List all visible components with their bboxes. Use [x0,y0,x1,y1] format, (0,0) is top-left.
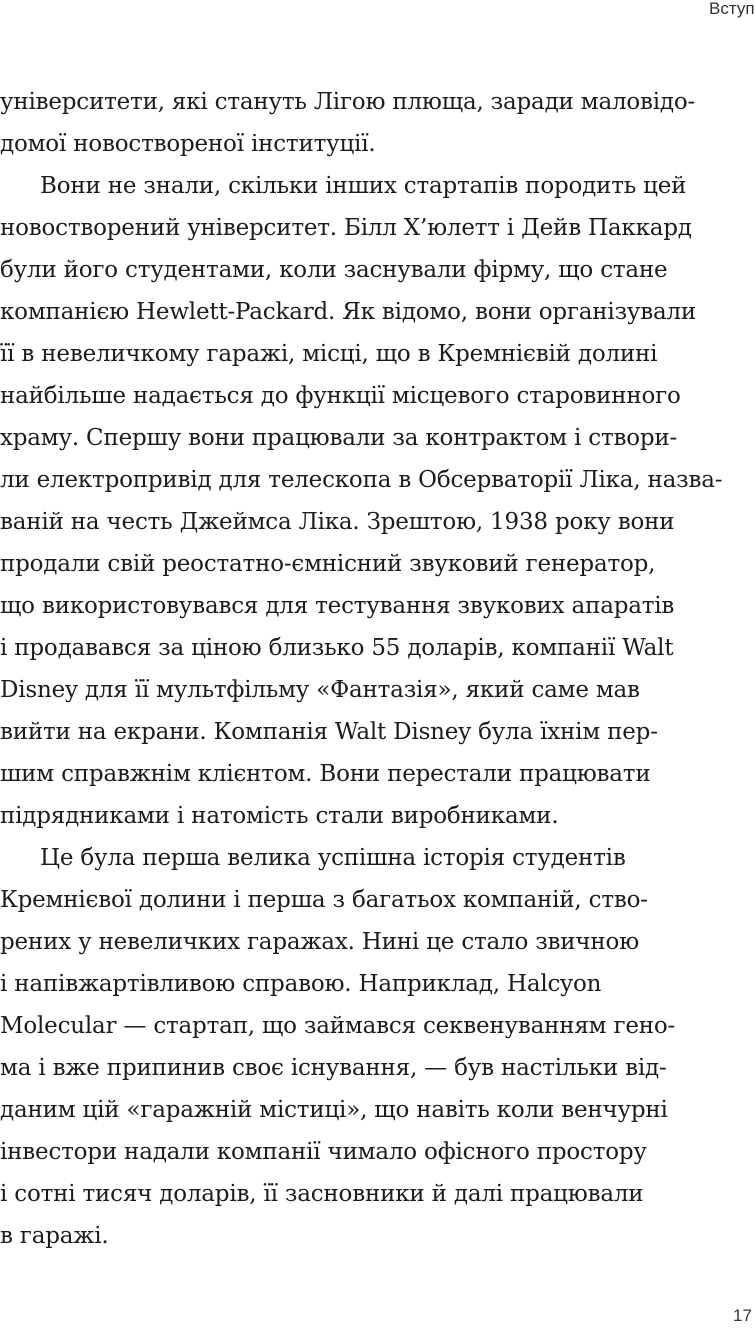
paragraph-first-line: Це була перша велика успішна історія студентів [40,845,626,871]
text-line: підрядниками і натомість стали виробниками. [0,803,559,829]
running-head: Вступ [709,0,755,18]
text-line: компанією Hewlett-Packard. Як відомо, вони організували [0,299,697,325]
text-line: були його студентами, коли заснували фірму, що стане [0,257,668,283]
text-line: і напівжартівливою справою. Наприклад, Halcyon [0,971,602,997]
text-line: домої новоствореної інституції. [0,131,376,157]
text-line: ма і вже припинив своє існування, — був настільки від- [0,1055,667,1081]
paragraph-first-line: Вони не знали, скільки інших стартапів породить цей [40,173,687,199]
text-line: ваній на честь Джеймса Ліка. Зрештою, 1938 року вони [0,509,675,535]
text-line: новостворений університет. Білл Х’юлетт і Дейв Паккард [0,215,692,241]
text-line: ли електропривід для телескопа в Обсерваторії Ліка, назва- [0,467,723,493]
text-line: продали свій реостатно-ємнісний звуковий генератор, [0,551,656,577]
text-line: інвестори надали компанії чимало офісного простору [0,1139,647,1165]
text-line: університети, які стануть Лігою плюща, заради маловідо- [0,89,696,115]
text-line: даним цій «гаражній містиці», що навіть коли венчурні [0,1097,668,1123]
text-line: Disney для її мультфільму «Фантазія», який саме мав [0,677,640,703]
text-line: храму. Спершу вони працювали за контрактом і створи- [0,425,678,451]
text-line: Кремнієвої долини і перша з багатьох компаній, ство- [0,887,648,913]
text-line: і продавався за ціною близько 55 доларів, компанії Walt [0,635,674,661]
text-line: рених у невеличких гаражах. Нині це стало звичною [0,929,640,955]
page-number: 17 [733,1306,752,1325]
text-line: в гаражі. [0,1223,109,1249]
text-line: вийти на екрани. Компанія Walt Disney була їхнім пер- [0,719,658,745]
text-line: шим справжнім клієнтом. Вони перестали працювати [0,761,651,787]
text-line: найбільше надається до функції місцевого старовинного [0,383,681,409]
text-line: Molecular — стартап, що займався секвенуванням гено- [0,1013,676,1039]
text-line: і сотні тисяч доларів, її засновники й далі працювали [0,1181,644,1207]
text-line: що використовувався для тестування звукових апаратів [0,593,675,619]
text-line: її в невеличкому гаражі, місці, що в Кремнієвій долині [0,341,658,367]
